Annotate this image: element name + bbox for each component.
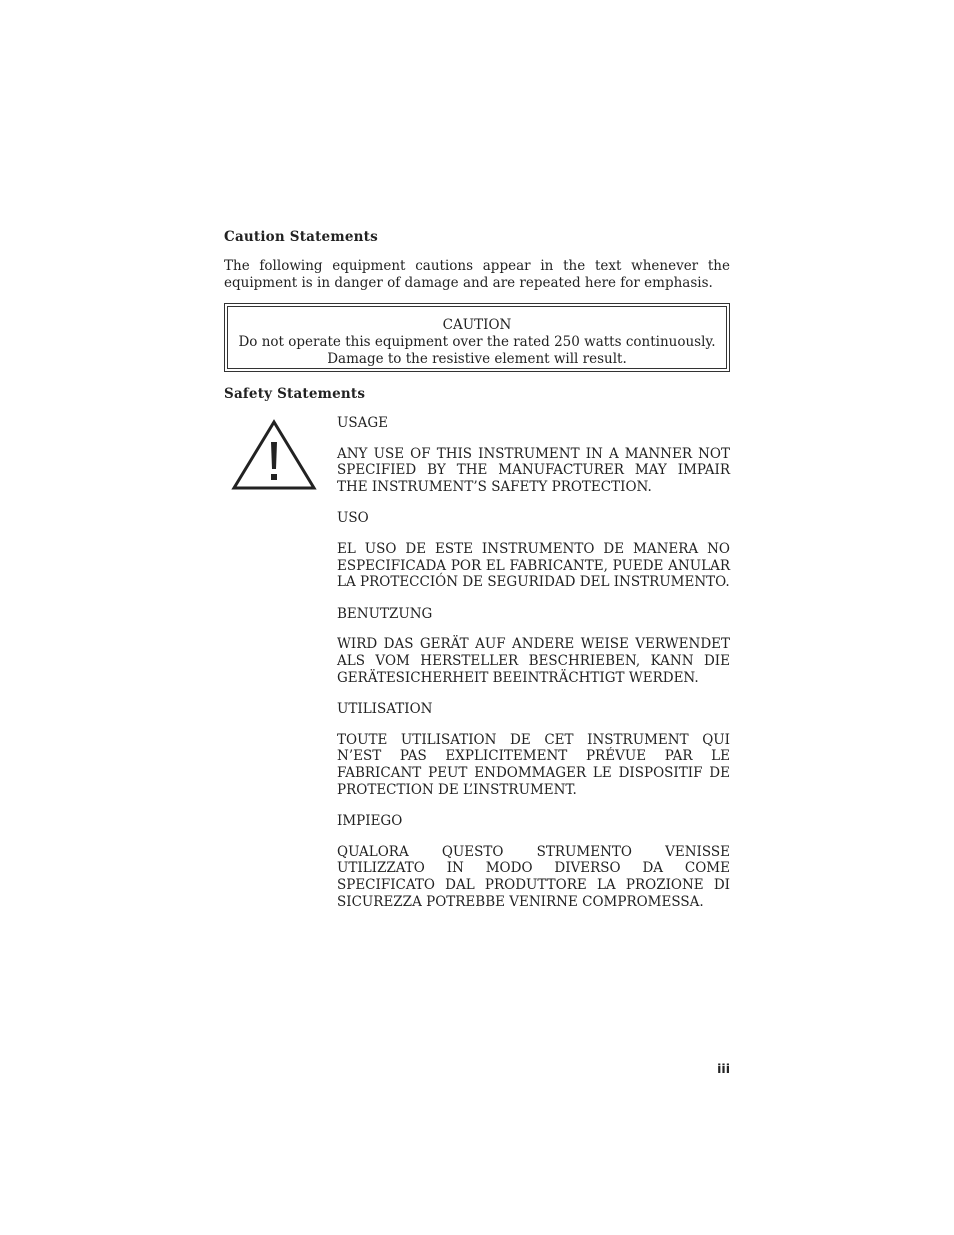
safety-label-usage: USAGE (337, 415, 389, 431)
safety-label-utilisation: UTILISATION (337, 700, 433, 717)
safety-text-usage: ANY USE OF THIS INSTRUMENT IN A MANNER NOT SPECIFIED BY THE MANUFACTURER MAY IMPAIR THE INSTRUMENT’S SAFETY PROTECTION. (337, 445, 730, 496)
safety-statements-heading: Safety Statements (224, 386, 366, 402)
warning-triangle-icon (231, 419, 317, 491)
safety-text-impiego: QUALORA QUESTO STRUMENTO VENISSE UTILIZZATO IN MODO DIVERSO DA COME SPECIFICATO DAL PRODUTTORE LA PROZIONE DI SICUREZZA POTREBBE VENIRNE COMPROMESSA. (337, 843, 730, 910)
caution-line-1: Do not operate this equipment over the rated 250 watts continuously. (238, 334, 716, 350)
caution-box (224, 303, 730, 372)
safety-label-impiego: IMPIEGO (337, 812, 403, 829)
safety-text-utilisation: TOUTE UTILISATION DE CET INSTRUMENT QUI N’EST PAS EXPLICITEMENT PRÉVUE PAR LE FABRICANT PEUT ENDOMMAGER LE DISPOSITIF DE PROTECTION DE L’INSTRUMENT. (337, 731, 730, 798)
caution-line-2: Damage to the resistive element will result. (327, 351, 627, 367)
caution-statements-heading: Caution Statements (224, 229, 378, 245)
safety-statements (337, 415, 730, 925)
page-number: iii (717, 1061, 730, 1076)
caution-intro-text: The following equipment cautions appear in the text whenever the equipment is in danger of damage and are repeated here for emphasis. (224, 258, 730, 291)
caution-box-inner (227, 306, 727, 369)
safety-text-benutzung: WIRD DAS GERÄT AUF ANDERE WEISE VERWENDET ALS VOM HERSTELLER BESCHRIEBEN, KANN DIE GERÄTESICHERHEIT BEEINTRÄCHTIGT WERDEN. (337, 636, 730, 686)
safety-label-benutzung: BENUTZUNG (337, 605, 433, 622)
safety-text-uso: EL USO DE ESTE INSTRUMENTO DE MANERA NO ESPECIFICADA POR EL FABRICANTE, PUEDE ANULAR LA PROTECCIÓN DE SEGURIDAD DEL INSTRUMENTO. (337, 541, 730, 591)
safety-label-uso: USO (337, 510, 369, 527)
caution-title: CAUTION (442, 317, 512, 333)
